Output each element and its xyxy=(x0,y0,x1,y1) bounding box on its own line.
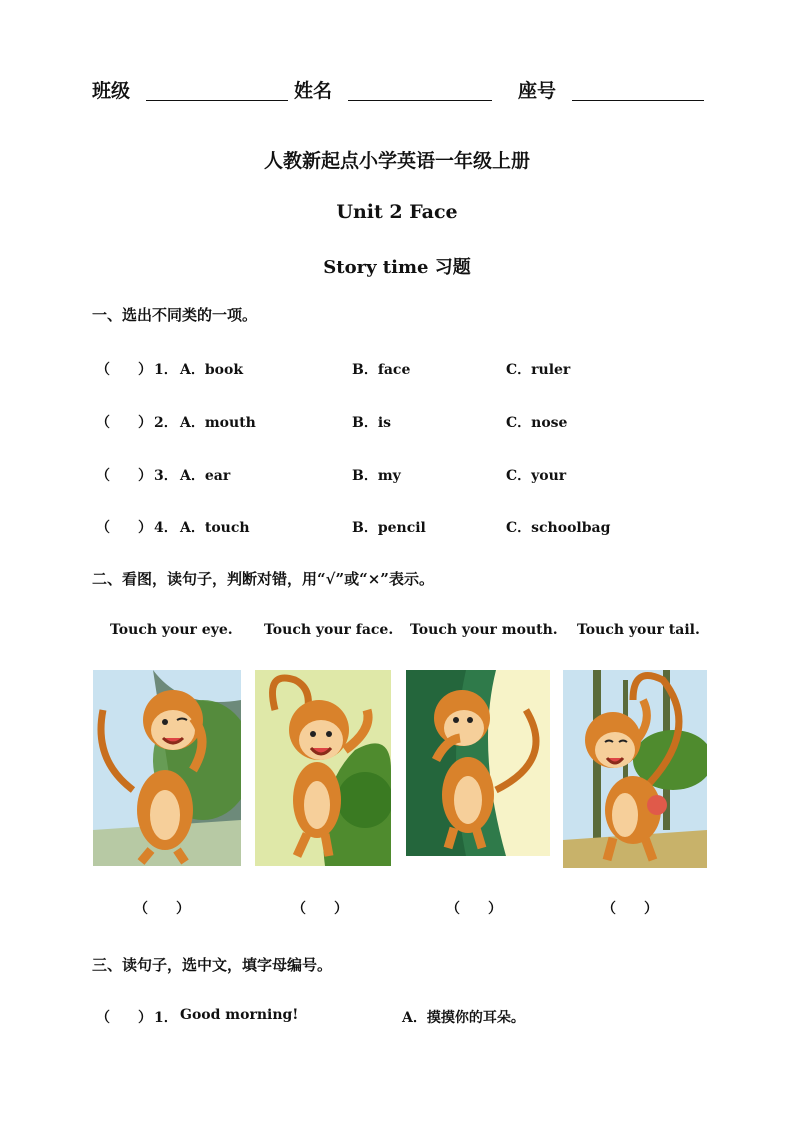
option-a: A．ear xyxy=(180,468,231,484)
name-blank[interactable] xyxy=(348,100,492,101)
option-b: B．is xyxy=(352,415,392,431)
class-blank[interactable] xyxy=(146,100,288,101)
seat-blank[interactable] xyxy=(572,100,704,101)
section2-heading: 二、看图，读句子，判断对错，用“√”或“×”表示。 xyxy=(92,570,434,588)
english-sentence: Good morning! xyxy=(180,1007,299,1023)
option-a: A．book xyxy=(180,362,244,378)
class-label: 班级 xyxy=(92,80,131,102)
seat-label: 座号 xyxy=(518,80,557,102)
caption-mouth: Touch your mouth. xyxy=(410,622,558,638)
option-a: A．mouth xyxy=(180,415,256,431)
monkey-picture-face xyxy=(255,670,391,866)
question-number: 3． xyxy=(154,468,178,484)
judge-answer-2[interactable]: （ ） xyxy=(292,901,348,917)
lesson-title: Story time 习题 xyxy=(323,257,471,278)
unit-title: Unit 2 Face xyxy=(336,201,458,223)
answer-paren[interactable]: （ ） xyxy=(96,1010,152,1026)
item-number: 1． xyxy=(154,1010,178,1026)
answer-paren[interactable]: （ ） xyxy=(96,468,152,484)
monkey-picture-tail xyxy=(563,670,707,868)
option-c: C．ruler xyxy=(506,362,571,378)
matching-row xyxy=(96,1007,716,1027)
section1-heading: 一、选出不同类的一项。 xyxy=(92,306,258,324)
name-label: 姓名 xyxy=(294,80,333,102)
question-number: 2． xyxy=(154,415,178,431)
caption-tail: Touch your tail. xyxy=(577,622,700,638)
chinese-choice: A．摸摸你的耳朵。 xyxy=(402,1010,525,1026)
answer-paren[interactable]: （ ） xyxy=(96,415,152,431)
option-c: C．nose xyxy=(506,415,568,431)
caption-face: Touch your face. xyxy=(264,622,394,638)
answer-paren[interactable]: （ ） xyxy=(96,520,152,536)
caption-eye: Touch your eye. xyxy=(110,622,233,638)
option-c: C．schoolbag xyxy=(506,520,611,536)
question-row xyxy=(96,517,716,537)
option-b: B．my xyxy=(352,468,401,484)
option-b: B．pencil xyxy=(352,520,426,536)
question-row xyxy=(96,359,716,379)
option-c: C．your xyxy=(506,468,567,484)
judge-answer-3[interactable]: （ ） xyxy=(446,901,502,917)
question-row xyxy=(96,412,716,432)
student-info-header xyxy=(92,76,712,106)
question-number: 4． xyxy=(154,520,178,536)
monkey-picture-eye xyxy=(93,670,241,866)
judge-answer-4[interactable]: （ ） xyxy=(602,901,658,917)
section3-heading: 三、读句子，选中文，填字母编号。 xyxy=(92,956,333,974)
answer-paren[interactable]: （ ） xyxy=(96,362,152,378)
judge-answer-1[interactable]: （ ） xyxy=(134,901,190,917)
option-a: A．touch xyxy=(180,520,250,536)
question-number: 1． xyxy=(154,362,178,378)
book-title: 人教新起点小学英语一年级上册 xyxy=(263,150,530,172)
question-row xyxy=(96,465,716,485)
monkey-picture-mouth xyxy=(406,670,550,856)
option-b: B．face xyxy=(352,362,411,378)
